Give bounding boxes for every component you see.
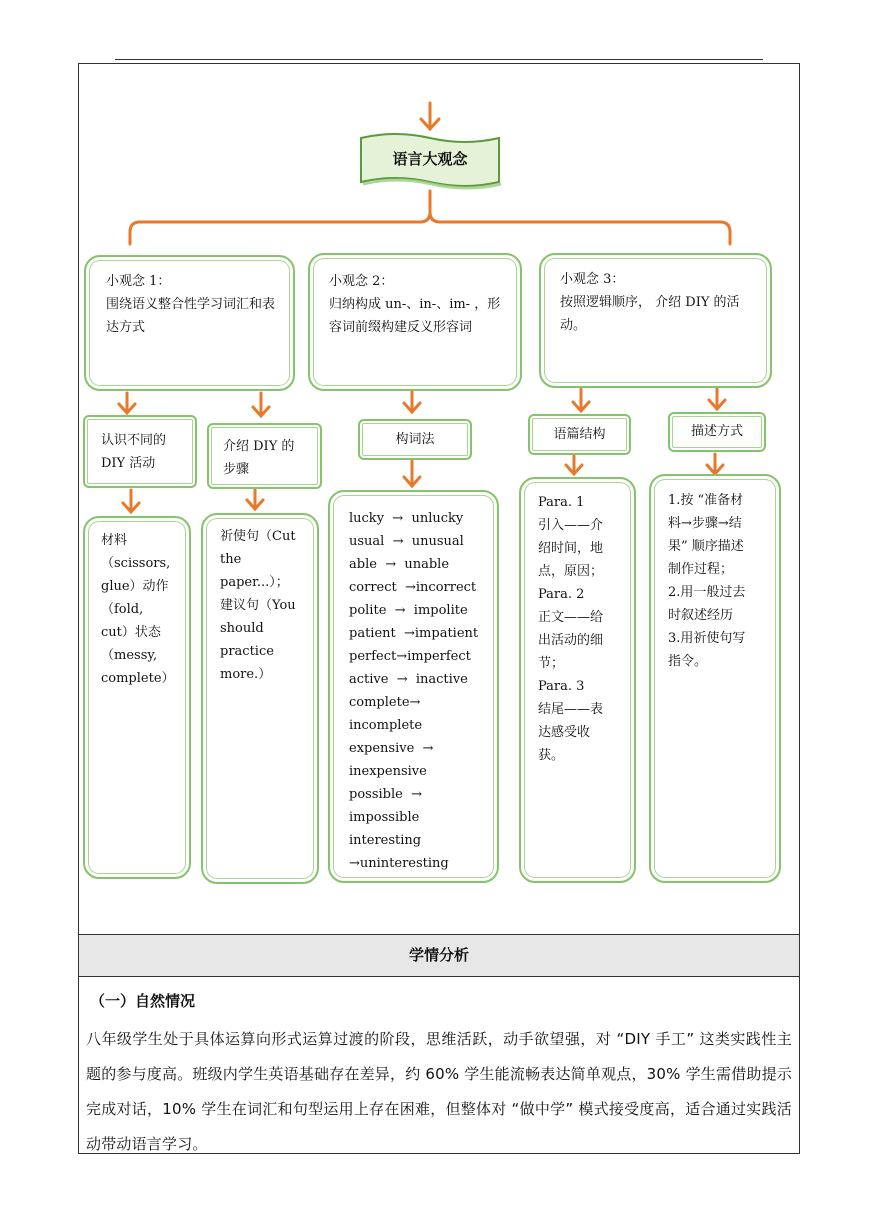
detail-line: 点，原因；	[538, 564, 604, 579]
main-concept-label: 语言大观念	[392, 150, 468, 168]
detail-description-text	[668, 489, 780, 673]
detail-line: （scissors,	[101, 556, 171, 571]
sub-concept-1-title: 小观念 1：	[106, 274, 171, 289]
detail-line: 2.用一般过去	[668, 585, 746, 600]
node-word-formation-label: 构词法	[395, 432, 435, 447]
node-diy-activities	[83, 415, 197, 488]
detail-line: 建议句（You	[220, 598, 296, 613]
detail-line: should	[220, 621, 264, 636]
node-diy-activities-label: 认识不同的 DIY 活动	[101, 433, 167, 471]
detail-line: 获。	[538, 748, 565, 763]
detail-line: 结尾——表	[538, 702, 604, 717]
node-description-method	[668, 412, 766, 452]
detail-line: paper...）；	[220, 575, 289, 590]
detail-paragraphs-text	[538, 491, 634, 767]
detail-materials-text	[101, 529, 187, 690]
detail-line: usual → unusual	[349, 534, 464, 549]
sub-concept-2-title: 小观念 2：	[329, 274, 394, 289]
node-text-structure-label: 语篇结构	[553, 427, 606, 442]
node-description-method-label: 描述方式	[690, 424, 743, 439]
sub-concept-3-title: 小观念 3：	[560, 272, 625, 287]
detail-line: complete）	[101, 671, 175, 686]
sub-concept-1-text: 围绕语义整合性学习词汇和表达方式	[106, 297, 276, 335]
detail-line: Para. 3	[538, 679, 585, 694]
detail-line: 材料	[101, 533, 128, 548]
detail-line: complete→	[349, 695, 421, 710]
subheading: （一）自然情况	[90, 992, 196, 1010]
detail-line: 引入——介	[538, 518, 604, 533]
section-header: 学情分析	[408, 946, 469, 964]
detail-line: polite → impolite	[349, 603, 468, 618]
node-word-formation	[358, 419, 472, 460]
detail-line: inexpensive	[349, 764, 427, 779]
detail-line: perfect→imperfect	[349, 649, 471, 664]
detail-line: 节；	[538, 656, 565, 671]
detail-line: able → unable	[349, 557, 450, 572]
detail-line: 1.按 “准备材	[668, 493, 744, 508]
detail-line: （fold,	[101, 602, 144, 617]
detail-line: 出活动的细	[538, 633, 604, 648]
detail-line: →uninteresting	[349, 856, 449, 871]
detail-line: lucky → unlucky	[349, 511, 464, 526]
node-diy-steps	[207, 423, 322, 489]
detail-word-pairs-text	[349, 507, 495, 875]
detail-line: 指令。	[668, 654, 708, 669]
detail-line: glue）动作	[101, 579, 169, 594]
detail-line: 祈使句（Cut	[220, 529, 296, 544]
detail-line: Para. 1	[538, 495, 585, 510]
detail-line: more.）	[220, 667, 272, 682]
sub-concept-2-text: 归纳构成 un-、in-、im- ，形容词前缀构建反义形容词	[329, 297, 501, 335]
detail-line: impossible	[349, 810, 420, 825]
detail-line: 果” 顺序描述	[668, 539, 744, 554]
detail-line: practice	[220, 644, 274, 659]
detail-line: active → inactive	[349, 672, 468, 687]
detail-line: Para. 2	[538, 587, 585, 602]
brace	[130, 191, 730, 244]
detail-line: 达感受收	[538, 725, 591, 740]
detail-line: cut）状态	[101, 625, 161, 640]
detail-line: 绍时间，地	[538, 541, 604, 556]
sub-concept-3-text: 按照逻辑顺序， 介绍 DIY 的活动。	[560, 295, 740, 333]
detail-line: 正文——给	[538, 610, 604, 625]
detail-line: possible →	[349, 787, 422, 802]
detail-line: 料→步骤→结	[668, 516, 742, 531]
detail-line: incomplete	[349, 718, 423, 733]
detail-line: expensive →	[349, 741, 434, 756]
body-paragraph: 八年级学生处于具体运算向形式运算过渡的阶段，思维活跃，动手欲望强，对 “DIY 手工” 这类实践性主题的参与度高。班级内学生英语基础存在差异，约 60% 学生能流畅表达简单观点，30% 学生需借助提示完成对话，10% 学生在词汇和句型运用上存在困难，但整体对 “做中学” 模式接受度高，适合通过实践活动带动语言学习。	[86, 1030, 792, 1153]
detail-sentences-text	[220, 525, 316, 686]
node-text-structure	[528, 414, 631, 455]
detail-line: 3.用祈使句写	[668, 631, 746, 646]
detail-line: （messy,	[101, 648, 158, 663]
node-diy-steps-label: 介绍 DIY 的步骤	[223, 439, 295, 477]
detail-line: correct →incorrect	[349, 580, 477, 595]
detail-line: 时叙述经历	[668, 608, 734, 623]
detail-line: 制作过程；	[668, 562, 734, 577]
detail-line: interesting	[349, 833, 422, 848]
detail-line: the	[220, 552, 242, 567]
detail-line: patient →impatient	[349, 626, 479, 641]
